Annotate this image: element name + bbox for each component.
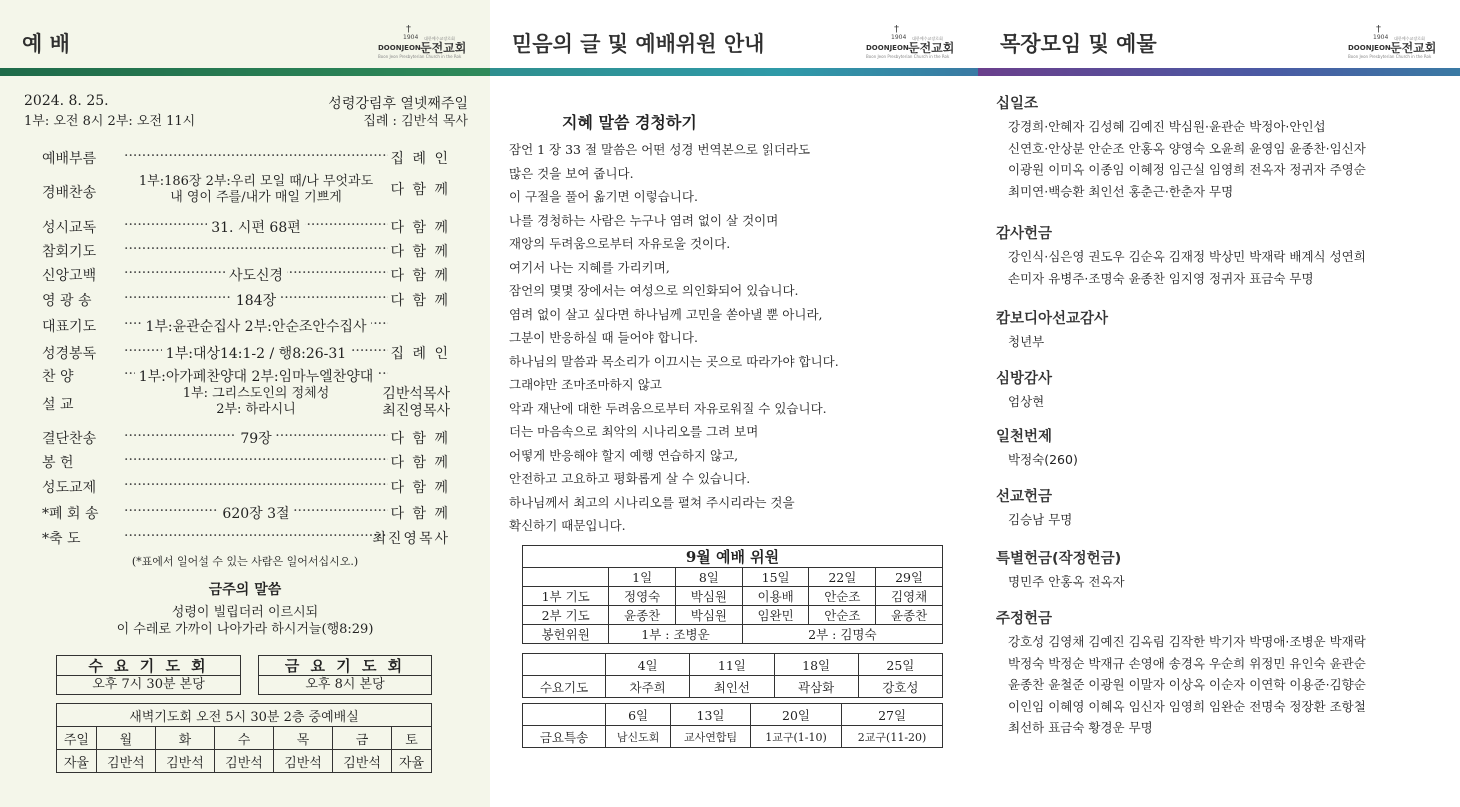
- dawn-leader: 김반석: [274, 750, 333, 773]
- sunday-dates-row: [523, 568, 943, 587]
- order-content: [124, 217, 388, 237]
- offering-heading: 주정헌금: [996, 611, 1053, 627]
- order-item: [42, 428, 450, 450]
- order-item: [42, 386, 450, 420]
- offering-line: 이인임 이혜영 이혜옥 임신자 임영희 임완순 전명숙 정장환 조항철: [1008, 698, 1366, 714]
- order-item: [42, 343, 450, 365]
- order-item: [42, 241, 450, 263]
- order-content-text: 1부:아가페찬양대 2부:임마누엘찬양대: [135, 369, 378, 385]
- offering-row: [523, 625, 943, 644]
- order-leader: 다 함 께: [390, 431, 450, 447]
- offering-line: 최선하 표금숙 황경운 무명: [1008, 720, 1153, 735]
- logo-year: 1904: [891, 34, 907, 41]
- dawn-leader: 김반석: [155, 750, 214, 773]
- dawn-title: 새벽기도회 오전 5시 30분 2층 중예배실: [57, 704, 432, 727]
- offering-line: 이광원 이미옥 이종임 이혜정 임근실 임영희 전옥자 정귀자 주영순: [1008, 162, 1366, 177]
- logo-english: DOONJEON: [1348, 44, 1391, 52]
- dawn-leader: 김반석: [333, 750, 392, 773]
- service-times: 1부: 오전 8시 2부: 오전 11시: [24, 114, 196, 129]
- logo-korean: 둔전교회: [908, 41, 955, 55]
- color-band: [0, 68, 490, 76]
- dawn-days-row: [57, 727, 432, 750]
- order-leader: 다 함 께: [390, 455, 450, 471]
- sunday-date: 15일: [742, 568, 809, 587]
- wed-dates-row: [523, 654, 943, 676]
- prayer-leader: 이용배: [742, 587, 809, 606]
- offering-heading: 일천번제: [996, 429, 1053, 445]
- offering-heading: 특별헌금(작정헌금): [996, 551, 1122, 567]
- offering-label: 봉헌위원: [523, 625, 609, 644]
- wed-prayer-time: 오후 7시 30분 본당: [92, 677, 205, 692]
- offering-line: 강경희·안혜자 김성혜 김예진 박심원·윤관순 박정아·안인섭: [1008, 119, 1326, 134]
- friday-special-table: [522, 703, 943, 748]
- empty-cell: [523, 654, 606, 676]
- servers-table-title: 9월 예배 위원: [523, 546, 943, 568]
- dawn-leader: 자율: [392, 750, 432, 773]
- second-service-prayer-row: [523, 606, 943, 625]
- sunday-date: 8일: [676, 568, 743, 587]
- logo-english: DOONJEON: [866, 44, 909, 52]
- devotional-line: 하나님의 말씀과 목소리가 이끄시는 곳으로 따라가야 합니다.: [509, 353, 839, 369]
- order-content: 1부: 그리스도인의 정체성 2부: 하라시니: [124, 386, 388, 418]
- dawn-day: 화: [155, 727, 214, 750]
- prayer-leader: 김영채: [876, 587, 943, 606]
- offering-group: [996, 92, 1446, 202]
- leader-cell: 남신도회: [606, 726, 671, 748]
- order-item: [42, 477, 450, 499]
- leader-cell: 차주희: [606, 676, 690, 698]
- color-band: [490, 68, 978, 76]
- first-service-prayer-row: [523, 587, 943, 606]
- order-label: 경배찬송: [42, 185, 97, 201]
- offering-group: [996, 607, 1446, 739]
- dawn-prayer-table: [56, 703, 432, 773]
- order-label: 결단찬송: [42, 431, 97, 447]
- panel-title: 믿음의 글 및 예배위원 안내: [512, 32, 765, 56]
- offering-line: 명민주 안홍옥 전옥자: [1008, 574, 1125, 589]
- wed-prayer-title: 수 요 기 도 회: [57, 656, 240, 676]
- wednesday-prayer-box: [56, 655, 241, 695]
- dawn-leader: 김반석: [96, 750, 155, 773]
- dotted-leader: [124, 241, 388, 257]
- wed-leaders-row: [523, 676, 943, 698]
- order-label: 참회기도: [42, 244, 97, 260]
- prayer-leader: 박심원: [676, 587, 743, 606]
- prayer-leader: 윤종찬: [609, 606, 676, 625]
- standing-note: (*표에서 일어설 수 있는 사람은 일어서십시오.): [131, 555, 359, 568]
- wednesday-prayer-table: [522, 653, 943, 698]
- offering-heading: 선교헌금: [996, 489, 1053, 505]
- prayer-leader: 박심원: [676, 606, 743, 625]
- offering-names: [996, 509, 1446, 531]
- devotional-line: 안전하고 고요하고 평화롭게 살 수 있습니다.: [509, 471, 751, 486]
- devotional-line: 악과 재난에 대한 두려움으로부터 자유로워질 수 있습니다.: [509, 400, 827, 416]
- service-date: 2024. 8. 25.: [24, 93, 109, 109]
- order-content: [124, 316, 388, 336]
- devotional-line: 그분이 반응하실 때 들어야 합니다.: [509, 330, 698, 345]
- empty-cell: [523, 568, 609, 587]
- panel-title: 예 배: [22, 32, 70, 56]
- offering-line: 윤종찬 윤철준 이광원 이말자 이상옥 이순자 이연학 이용준·김향순: [1008, 677, 1366, 692]
- devotional-text: [509, 138, 969, 538]
- devotional-line: 어떻게 반응해야 할지 예행 연습하지 않고,: [509, 447, 739, 463]
- order-item: [42, 528, 450, 550]
- cross-icon: †: [406, 24, 411, 35]
- date-cell: 18일: [774, 654, 858, 676]
- devotional-line: 재앙의 두려움으로부터 자유로울 것이다.: [509, 236, 731, 251]
- order-leader: 김반석목사 최진영목사: [382, 386, 450, 419]
- offering-first: 1부 : 조병운: [609, 625, 742, 644]
- sunday-date: 29일: [876, 568, 943, 587]
- order-content-text: 184장: [232, 293, 280, 309]
- devotional-line: 잠언 1 장 33 절 말씀은 어떤 성경 번역본으로 읽더라도: [509, 142, 811, 157]
- offering-names: [996, 449, 1446, 471]
- prayer-leader: 정영숙: [609, 587, 676, 606]
- order-leader: 다 함 께: [390, 182, 450, 198]
- order-label: 찬 양: [42, 369, 74, 385]
- offering-heading: 캄보디아선교감사: [996, 311, 1109, 327]
- offering-line: 강인식·심은영 권도우 김순옥 김재정 박상민 박재락 배계식 성연희: [1008, 249, 1366, 264]
- dawn-leaders-row: [57, 750, 432, 773]
- cross-icon: †: [894, 24, 899, 35]
- prayer-leader: 임완민: [742, 606, 809, 625]
- order-label: 영 광 송: [42, 293, 92, 309]
- cross-icon: †: [1376, 24, 1381, 35]
- order-leader: 다 함 께: [390, 220, 450, 236]
- offering-line: 박정숙(260): [1008, 452, 1078, 467]
- order-content: 1부:186장 2부:우리 모일 때/나 무엇과도 내 영이 주를/내가 매일 기쁘게: [124, 174, 388, 206]
- leader-cell: 최인선: [690, 676, 774, 698]
- offering-heading: 십일조: [996, 96, 1039, 112]
- logo-denomination: 대한예수교장로회: [912, 36, 943, 41]
- offering-line: 박정숙 박정순 박재규 손영애 송경옥 우순희 위정민 유인숙 윤관순: [1008, 655, 1366, 671]
- logo-denomination: 대한예수교장로회: [424, 36, 455, 41]
- order-label: 성도교제: [42, 480, 97, 496]
- order-content-text: 1부:대상14:1-2 / 행8:26-31: [162, 346, 350, 362]
- devotional-line: 그래야만 조마조마하지 않고: [509, 377, 662, 392]
- date-cell: 25일: [858, 654, 942, 676]
- offering-names: [996, 246, 1446, 289]
- devotional-title: 지혜 말씀 경청하기: [562, 113, 697, 132]
- church-logo: [378, 24, 474, 58]
- logo-korean: 둔전교회: [1390, 41, 1437, 55]
- logo-year: 1904: [403, 34, 419, 41]
- order-item: [42, 148, 450, 170]
- weekly-word-line: 성령이 빌립더러 이르시되: [171, 605, 319, 620]
- date-cell: 13일: [671, 704, 751, 726]
- prayer-label: 2부 기도: [523, 606, 609, 625]
- order-content: [124, 265, 388, 285]
- order-leader: 최진영목사: [372, 531, 450, 547]
- logo-korean: 둔전교회: [420, 41, 467, 55]
- prayer-label: 1부 기도: [523, 587, 609, 606]
- dawn-day: 금: [333, 727, 392, 750]
- offering-names: [996, 391, 1446, 413]
- logo-english: DOONJEON: [378, 44, 421, 52]
- fri-leaders-row: [523, 726, 943, 748]
- offering-line: 김승남 무명: [1008, 512, 1073, 527]
- order-label: 봉 헌: [42, 455, 74, 471]
- dotted-leader: [124, 452, 388, 468]
- order-item: [42, 265, 450, 287]
- logo-denomination: 대한예수교장로회: [1394, 36, 1425, 41]
- sunday-date: 1일: [609, 568, 676, 587]
- dawn-day: 수: [214, 727, 273, 750]
- prayer-leader: 안순조: [809, 587, 876, 606]
- offering-group: [996, 547, 1446, 593]
- worship-order-panel: [0, 0, 490, 807]
- order-item: [42, 217, 450, 239]
- order-leader: 집 례 인: [390, 151, 450, 167]
- offering-line: 엄상현: [1008, 394, 1045, 409]
- order-content-text: 79장: [236, 431, 275, 447]
- order-item: [42, 290, 450, 312]
- row-label: 수요기도: [523, 676, 606, 698]
- offering-group: [996, 367, 1446, 413]
- offering-line: 신연호·안상분 안순조 안홍옥 양영숙 오윤희 윤영임 윤종찬·임신자: [1008, 140, 1366, 156]
- order-label: *폐 회 송: [42, 506, 99, 522]
- empty-cell: [523, 704, 606, 726]
- offering-heading: 심방감사: [996, 371, 1053, 387]
- leader-cell: 교사연합팀: [671, 726, 751, 748]
- order-leader: 다 함 께: [390, 506, 450, 522]
- row-label: 금요특송: [523, 726, 606, 748]
- logo-year: 1904: [1373, 34, 1389, 41]
- dawn-leader: 김반석: [214, 750, 273, 773]
- logo-subtitle: Boon Jeon Presbyterian Church in the Rok: [866, 54, 950, 59]
- order-content: [124, 503, 388, 523]
- faith-writing-panel: [490, 0, 978, 807]
- order-content-text: 사도신경: [225, 268, 287, 284]
- prayer-leader: 안순조: [809, 606, 876, 625]
- dawn-day: 토: [392, 727, 432, 750]
- order-label: *축 도: [42, 531, 81, 547]
- fri-prayer-title: 금 요 기 도 회: [259, 656, 431, 676]
- order-label: 예배부름: [42, 151, 97, 167]
- offering-line: 손미자 유병주·조명숙 윤종찬 임지영 정귀자 표금숙 무명: [1008, 270, 1314, 286]
- dawn-day: 목: [274, 727, 333, 750]
- order-item: [42, 452, 450, 474]
- date-cell: 4일: [606, 654, 690, 676]
- leader-cell: 2교구(11-20): [842, 726, 943, 748]
- sunday-date: 22일: [809, 568, 876, 587]
- order-leader: 다 함 께: [390, 293, 450, 309]
- order-label: 대표기도: [42, 319, 97, 335]
- offering-heading: 감사헌금: [996, 226, 1053, 242]
- weekly-word-line: 이 수레로 가까이 나아가라 하시거늘(행8:29): [116, 622, 374, 637]
- devotional-line: 확신하기 때문입니다.: [509, 518, 626, 533]
- dotted-leader: [124, 148, 388, 164]
- fri-dates-row: [523, 704, 943, 726]
- devotional-line: 더는 마음속으로 최악의 시나리오를 그려 보며: [509, 424, 759, 439]
- offering-names: [996, 631, 1446, 739]
- offering-names: [996, 571, 1446, 593]
- offering-line: 청년부: [1008, 334, 1045, 349]
- liturgical-week: 성령강림후 열넷째주일: [328, 96, 468, 112]
- devotional-line: 많은 것을 보여 줍니다.: [509, 165, 634, 181]
- officiant: 집례 : 김반석 목사: [363, 114, 468, 129]
- order-content-text: 31. 시편 68편: [207, 220, 305, 236]
- logo-subtitle: Boon Jeon Presbyterian Church in the Rok: [378, 54, 462, 59]
- dawn-day: 월: [96, 727, 155, 750]
- offering-group: [996, 485, 1446, 531]
- weekly-word: [0, 604, 490, 638]
- dawn-leader: 자율: [57, 750, 97, 773]
- offering-group: [996, 307, 1446, 353]
- church-logo: [1348, 24, 1444, 58]
- order-item: [42, 174, 450, 208]
- offering-names: [996, 331, 1446, 353]
- order-label: 성시교독: [42, 220, 97, 236]
- offering-line: 강호성 김영채 김예진 김옥림 김작한 박기자 박명애·조병운 박재락: [1008, 634, 1366, 649]
- order-item: [42, 316, 450, 338]
- offering-second: 2부 : 김명숙: [742, 625, 942, 644]
- color-band: [978, 68, 1460, 76]
- order-content: [124, 290, 388, 310]
- devotional-line: 염려 없이 살고 싶다면 하나님께 고민을 쏟아낼 뿐 아니라,: [509, 306, 823, 322]
- panel-header: [0, 0, 490, 68]
- order-content: [124, 343, 388, 363]
- devotional-line: 이 구절을 풀어 옮기면 이렇습니다.: [509, 189, 698, 204]
- dawn-day: 주일: [57, 727, 97, 750]
- panel-header: [978, 0, 1460, 68]
- weekly-word-title: 금주의 말씀: [208, 582, 282, 598]
- offering-group: [996, 222, 1446, 289]
- date-cell: 20일: [750, 704, 841, 726]
- order-leader: 다 함 께: [390, 268, 450, 284]
- order-label: 성경봉독: [42, 346, 97, 362]
- order-leader: 집 례 인: [390, 346, 450, 362]
- order-label: 설 교: [42, 397, 74, 413]
- leader-cell: 곽삼화: [774, 676, 858, 698]
- devotional-line: 하나님께서 최고의 시나리오를 펼쳐 주시리라는 것을: [509, 494, 795, 510]
- order-item: [42, 503, 450, 525]
- order-item: [42, 366, 450, 388]
- devotional-line: 잠언의 몇몇 장에서는 여성으로 의인화되어 있습니다.: [509, 283, 799, 298]
- dotted-leader: [124, 477, 388, 493]
- offering-names: [996, 116, 1446, 202]
- september-servers-table: [522, 545, 943, 644]
- devotional-line: 여기서 나는 지혜를 가리키며,: [509, 259, 670, 275]
- order-leader: 다 함 께: [390, 244, 450, 260]
- church-logo: [866, 24, 962, 58]
- friday-prayer-box: [258, 655, 432, 695]
- prayer-leader: 윤종찬: [876, 606, 943, 625]
- order-leader: 다 함 께: [390, 480, 450, 496]
- offering-group: [996, 425, 1446, 471]
- dotted-leader: [124, 528, 388, 544]
- panel-header: [490, 0, 978, 68]
- date-cell: 6일: [606, 704, 671, 726]
- leader-cell: 강호성: [858, 676, 942, 698]
- offerings-panel: [978, 0, 1460, 807]
- fri-prayer-time: 오후 8시 본당: [305, 677, 385, 692]
- order-content: [124, 366, 388, 386]
- logo-subtitle: Boon Jeon Presbyterian Church in the Rok: [1348, 54, 1432, 59]
- order-content-text: 620장 3절: [218, 506, 293, 522]
- date-cell: 27일: [842, 704, 943, 726]
- order-content: [124, 428, 388, 448]
- leader-cell: 1교구(1-10): [750, 726, 841, 748]
- offering-line: 최미연·백승환 최인선 홍춘근·한춘자 무명: [1008, 183, 1234, 199]
- devotional-line: 나를 경청하는 사람은 누구나 염려 없이 살 것이며: [509, 212, 779, 228]
- date-cell: 11일: [690, 654, 774, 676]
- panel-title: 목장모임 및 예물: [1000, 32, 1157, 56]
- order-content-text: 1부:윤관순집사 2부:안순조안수집사: [141, 319, 370, 335]
- order-label: 신앙고백: [42, 268, 97, 284]
